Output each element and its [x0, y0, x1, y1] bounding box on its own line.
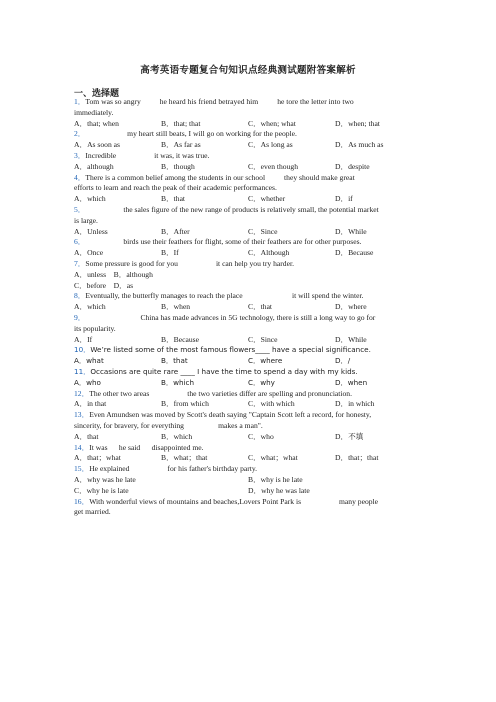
answer-option[interactable]: C．As long as [248, 140, 293, 150]
answer-option[interactable]: B．what；that [161, 453, 208, 463]
document-title: 高考英语专题复合句知识点经典测试题附答案解析 [140, 65, 356, 76]
question-number: 4． [74, 172, 86, 182]
question-number: 11． [74, 367, 91, 376]
question-16-text-line [74, 507, 111, 517]
answer-option[interactable]: C．where [248, 356, 283, 366]
question-text: its popularity. [74, 323, 116, 333]
answer-option[interactable]: D．Because [335, 248, 374, 258]
question-7-text-line [74, 259, 294, 269]
answer-option[interactable]: C．whether [248, 194, 286, 204]
answer-option[interactable]: D．despite [335, 161, 370, 171]
answer-option[interactable]: D．不填 [335, 431, 364, 441]
section-heading: 一、选择题 [74, 89, 120, 99]
question-text: is large. [74, 215, 98, 225]
question-text: The other two areas the two varieties differ are spelling and pronunciation. [89, 388, 353, 398]
question-3-text-line [74, 151, 209, 161]
answer-option[interactable]: A．which [74, 302, 106, 312]
answer-option[interactable]: A．which [74, 194, 106, 204]
answer-option[interactable]: B．when [161, 302, 191, 312]
question-text: the sales figure of the new range of products is relatively small, the potential market [85, 205, 379, 214]
answer-option[interactable]: D．that；that [335, 453, 379, 463]
question-5-text-line [74, 205, 379, 215]
answer-option[interactable]: D．in which [335, 399, 375, 409]
question-9-text-line [74, 313, 375, 323]
question-number: 12． [74, 388, 90, 398]
answer-option[interactable]: B．that [161, 194, 186, 204]
answer-option[interactable]: B．why is he late [248, 475, 303, 484]
answer-option[interactable]: B．which [161, 431, 193, 441]
answer-option[interactable]: A．who [74, 377, 101, 387]
answer-option[interactable]: B．from which [161, 399, 209, 409]
question-text: He explained for his father's birthday party. [89, 464, 258, 474]
question-number: 15． [74, 464, 90, 474]
answer-option[interactable]: B．although [113, 269, 153, 279]
question-number: 7． [74, 259, 86, 268]
question-8-text-line [74, 291, 363, 301]
question-4-text-line [74, 173, 355, 183]
answer-option[interactable]: A．why was he late [74, 475, 136, 484]
question-number: 6． [74, 237, 86, 247]
answer-option[interactable]: C．Although [248, 248, 290, 258]
answer-option[interactable]: D．/ [335, 356, 351, 366]
question-text: sincerity, for bravery, for everything makes a man". [74, 421, 263, 430]
question-text: Some pressure is good for you it can help you try harder. [85, 259, 294, 268]
answer-option[interactable]: B．Because [161, 334, 199, 344]
answer-option[interactable]: A．Unless [74, 226, 108, 236]
question-text: birds use their feathers for flight, some of their feathers are for other purposes. [85, 237, 362, 247]
question-number: 3． [74, 151, 86, 160]
question-text: It was he said disappointed me. [89, 442, 204, 452]
answer-option[interactable]: B．which [161, 377, 195, 387]
question-text: efforts to learn and reach the peak of their academic performances. [74, 183, 277, 193]
answer-option[interactable]: D．as [113, 280, 134, 290]
answer-option[interactable]: B．After [161, 226, 190, 236]
question-number: 14． [74, 442, 90, 452]
question-13-text-line [74, 410, 371, 420]
question-13-text-line [74, 421, 263, 431]
answer-option[interactable]: A．As soon as [74, 140, 120, 150]
question-1-text-line [74, 108, 113, 118]
answer-option[interactable]: C．Since [248, 226, 278, 236]
question-9-text-line [74, 324, 116, 334]
question-text: We’re listed some of the most famous flowers____ have a special significance. [90, 345, 371, 355]
question-5-text-line [74, 216, 98, 226]
answer-option[interactable]: C．why [248, 377, 275, 387]
question-text: get married. [74, 507, 111, 517]
question-number: 1． [74, 97, 86, 106]
question-11-text-line [74, 367, 358, 377]
answer-option[interactable]: C．when; what [248, 118, 296, 128]
answer-option[interactable]: D．where [335, 302, 367, 312]
question-number: 5． [74, 205, 86, 214]
question-text: Eventually, the butterfly manages to reach the place it will spend the winter. [85, 291, 364, 301]
question-number: 13． [74, 410, 90, 420]
answer-option[interactable]: D．As much as [335, 140, 384, 150]
answer-option[interactable]: C．even though [248, 161, 298, 171]
answer-option[interactable]: A．that [74, 431, 99, 441]
question-text: immediately. [74, 107, 114, 117]
answer-option[interactable]: D．why he was late [248, 485, 310, 495]
question-1-text-line [74, 97, 354, 107]
answer-option[interactable]: A．although [74, 161, 114, 171]
answer-option[interactable]: A．that; when [74, 118, 119, 128]
answer-option[interactable]: B．If [161, 248, 179, 258]
question-15-text-line [74, 464, 257, 474]
answer-option[interactable]: C．before [74, 280, 114, 290]
question-2-text-line [74, 129, 297, 139]
answer-option[interactable]: A．If [74, 334, 93, 344]
question-text: Incredible it was, it was true. [85, 151, 210, 160]
question-text: Tom was so angry he heard his friend betrayed him he tore the letter into two [85, 97, 354, 106]
answer-option[interactable]: B．that; that [161, 118, 201, 128]
question-10-text-line [74, 345, 371, 355]
question-number: 8． [74, 291, 86, 301]
question-text: With wonderful views of mountains and beaches,Lovers Point Park is many people [89, 496, 379, 506]
answer-option[interactable]: B．As far as [161, 140, 201, 150]
answer-option[interactable]: B．though [161, 161, 195, 171]
question-number: 10． [74, 345, 91, 355]
question-text: There is a common belief among the students in our school they should make great [85, 172, 355, 182]
question-16-text-line [74, 497, 378, 507]
question-text: China has made advances in 5G technology, there is still a long way to go for [85, 313, 376, 322]
answer-option[interactable]: D．if [335, 194, 353, 204]
question-text: Even Amundsen was moved by Scott's death saying "Captain Scott left a record, for honesty, [89, 410, 372, 420]
question-number: 2． [74, 129, 86, 139]
answer-option[interactable]: D．when; that [335, 118, 380, 128]
question-text: my heart still beats, I will go on working for the people. [85, 129, 297, 139]
question-number: 9． [74, 313, 86, 322]
answer-option[interactable]: C．with which [248, 399, 295, 409]
question-number: 16． [74, 496, 90, 506]
answer-option[interactable]: B．that [161, 356, 188, 366]
answer-option-row [74, 281, 133, 291]
answer-option-row [74, 270, 153, 280]
answer-option[interactable]: D．While [335, 226, 367, 236]
answer-option[interactable]: C．who [248, 431, 274, 441]
question-text: Occasions are quite rare ____ I have the time to spend a day with my kids. [90, 367, 358, 376]
answer-option[interactable]: C．what；what [248, 453, 298, 463]
question-12-text-line [74, 389, 352, 399]
answer-option[interactable]: D．While [335, 334, 367, 344]
answer-option[interactable]: A．in that [74, 399, 107, 409]
question-4-text-line [74, 183, 277, 193]
answer-option[interactable]: A．that；what [74, 453, 121, 463]
answer-option[interactable]: D．when [335, 377, 368, 387]
answer-option[interactable]: A．what [74, 356, 104, 366]
answer-option[interactable]: A．Once [74, 248, 104, 258]
answer-option[interactable]: C．why he is late [74, 485, 129, 495]
answer-option[interactable]: C．Since [248, 334, 278, 344]
question-6-text-line [74, 237, 361, 247]
question-14-text-line [74, 443, 204, 453]
answer-option[interactable]: C．that [248, 302, 273, 312]
answer-option[interactable]: A．unless [74, 269, 114, 279]
